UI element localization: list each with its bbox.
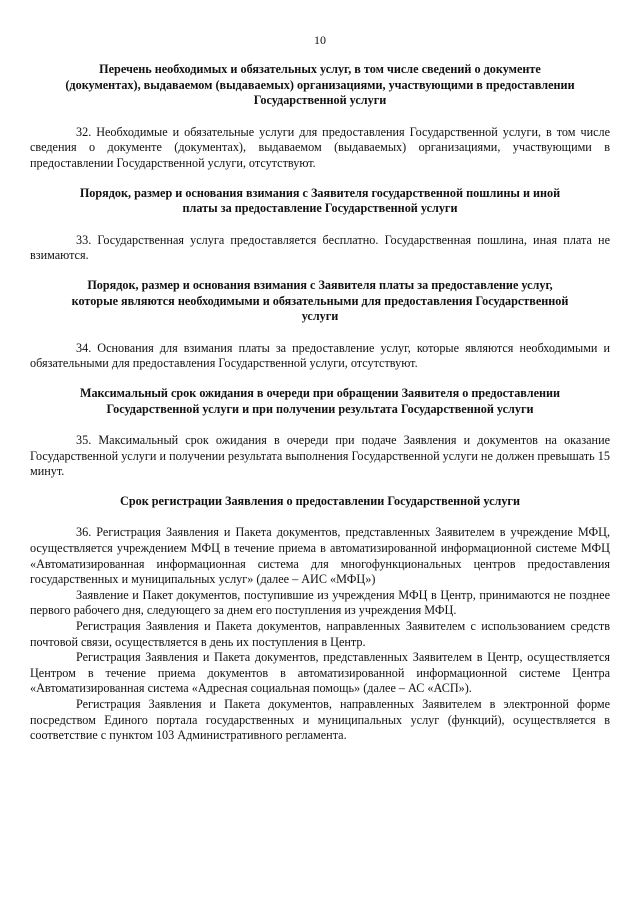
paragraph-36: 36. Регистрация Заявления и Пакета документов, представленных Заявителем в учреждение МФЦ, осуществляется учреждением МФЦ в течение приема в автоматизированной информационной системе МФЦ «Автоматизированная информационная система для многофункциональных центров предоставления государственных и муниципальных услуг» (далее – АИС «МФЦ») (30, 525, 610, 587)
section-related-services (30, 62, 610, 172)
section-heading: Порядок, размер и основания взимания с Заявителя платы за предоставление услуг, которые являются необходимыми и обязательными для предоставления Государственной услуги (71, 277, 569, 324)
paragraph-36-mfc-transfer: Заявление и Пакет документов, поступившие из учреждения МФЦ в Центр, принимаются не позднее первого рабочего дня, следующего за днем его поступления из учреждения МФЦ. (30, 587, 610, 618)
paragraph-33: 33. Государственная услуга предоставляется бесплатно. Государственная пошлина, иная плата не взимаются. (30, 232, 610, 263)
section-queue-time (30, 386, 610, 480)
paragraph-36-portal: Регистрация Заявления и Пакета документов, направленных Заявителем в электронной форме посредством Единого портала государственных и муниципальных услуг (функций), осуществляется в соответствие с пунктом 103 Административного регламента. (30, 697, 610, 743)
paragraph-35: 35. Максимальный срок ожидания в очереди при подаче Заявления и документов на оказание Государственной услуги и получении результата выполнения Государственной услуги не должен превышать 15 минут. (30, 433, 610, 479)
paragraph-34: 34. Основания для взимания платы за предоставление услуг, которые являются необходимыми и обязательными для предоставления Государственной услуги, отсутствуют. (30, 340, 610, 371)
section-heading: Максимальный срок ожидания в очереди при обращении Заявителя о предоставлении Государственной услуги и при получении результата Государственной услуги (79, 385, 561, 416)
paragraph-32: 32. Необходимые и обязательные услуги для предоставления Государственной услуги, в том числе сведения о документе (документах), выдаваемом (выдаваемых) организациями, участвующими в предоставлении Государственной услуги, отсутствуют. (30, 124, 610, 170)
section-fee-for-services (30, 278, 610, 372)
page-number: 10 (314, 33, 326, 47)
paragraph-36-postal: Регистрация Заявления и Пакета документов, направленных Заявителем с использованием средств почтовой связи, осуществляется в день их поступления в Центр. (30, 619, 610, 649)
paragraph-36-center: Регистрация Заявления и Пакета документов, представленных Заявителем в Центр, осуществляется Центром в течение приема документов в автоматизированной информационной системе Центра «Автоматизированная система «Адресная социальная помощь» (далее – АС «АСП»). (30, 650, 610, 696)
section-heading: Порядок, размер и основания взимания с Заявителя государственной пошлины и иной платы за предоставление Государственной услуги (79, 185, 561, 216)
section-heading: Перечень необходимых и обязательных услуг, в том числе сведений о документе (документах), выдаваемом (выдаваемых) организациями, участвующими в предоставлении Государственной услуги (65, 62, 575, 108)
section-registration-term (30, 494, 610, 744)
section-heading: Срок регистрации Заявления о предоставлении Государственной услуги (120, 493, 520, 508)
document-body (30, 62, 610, 744)
section-state-duty (30, 186, 610, 264)
